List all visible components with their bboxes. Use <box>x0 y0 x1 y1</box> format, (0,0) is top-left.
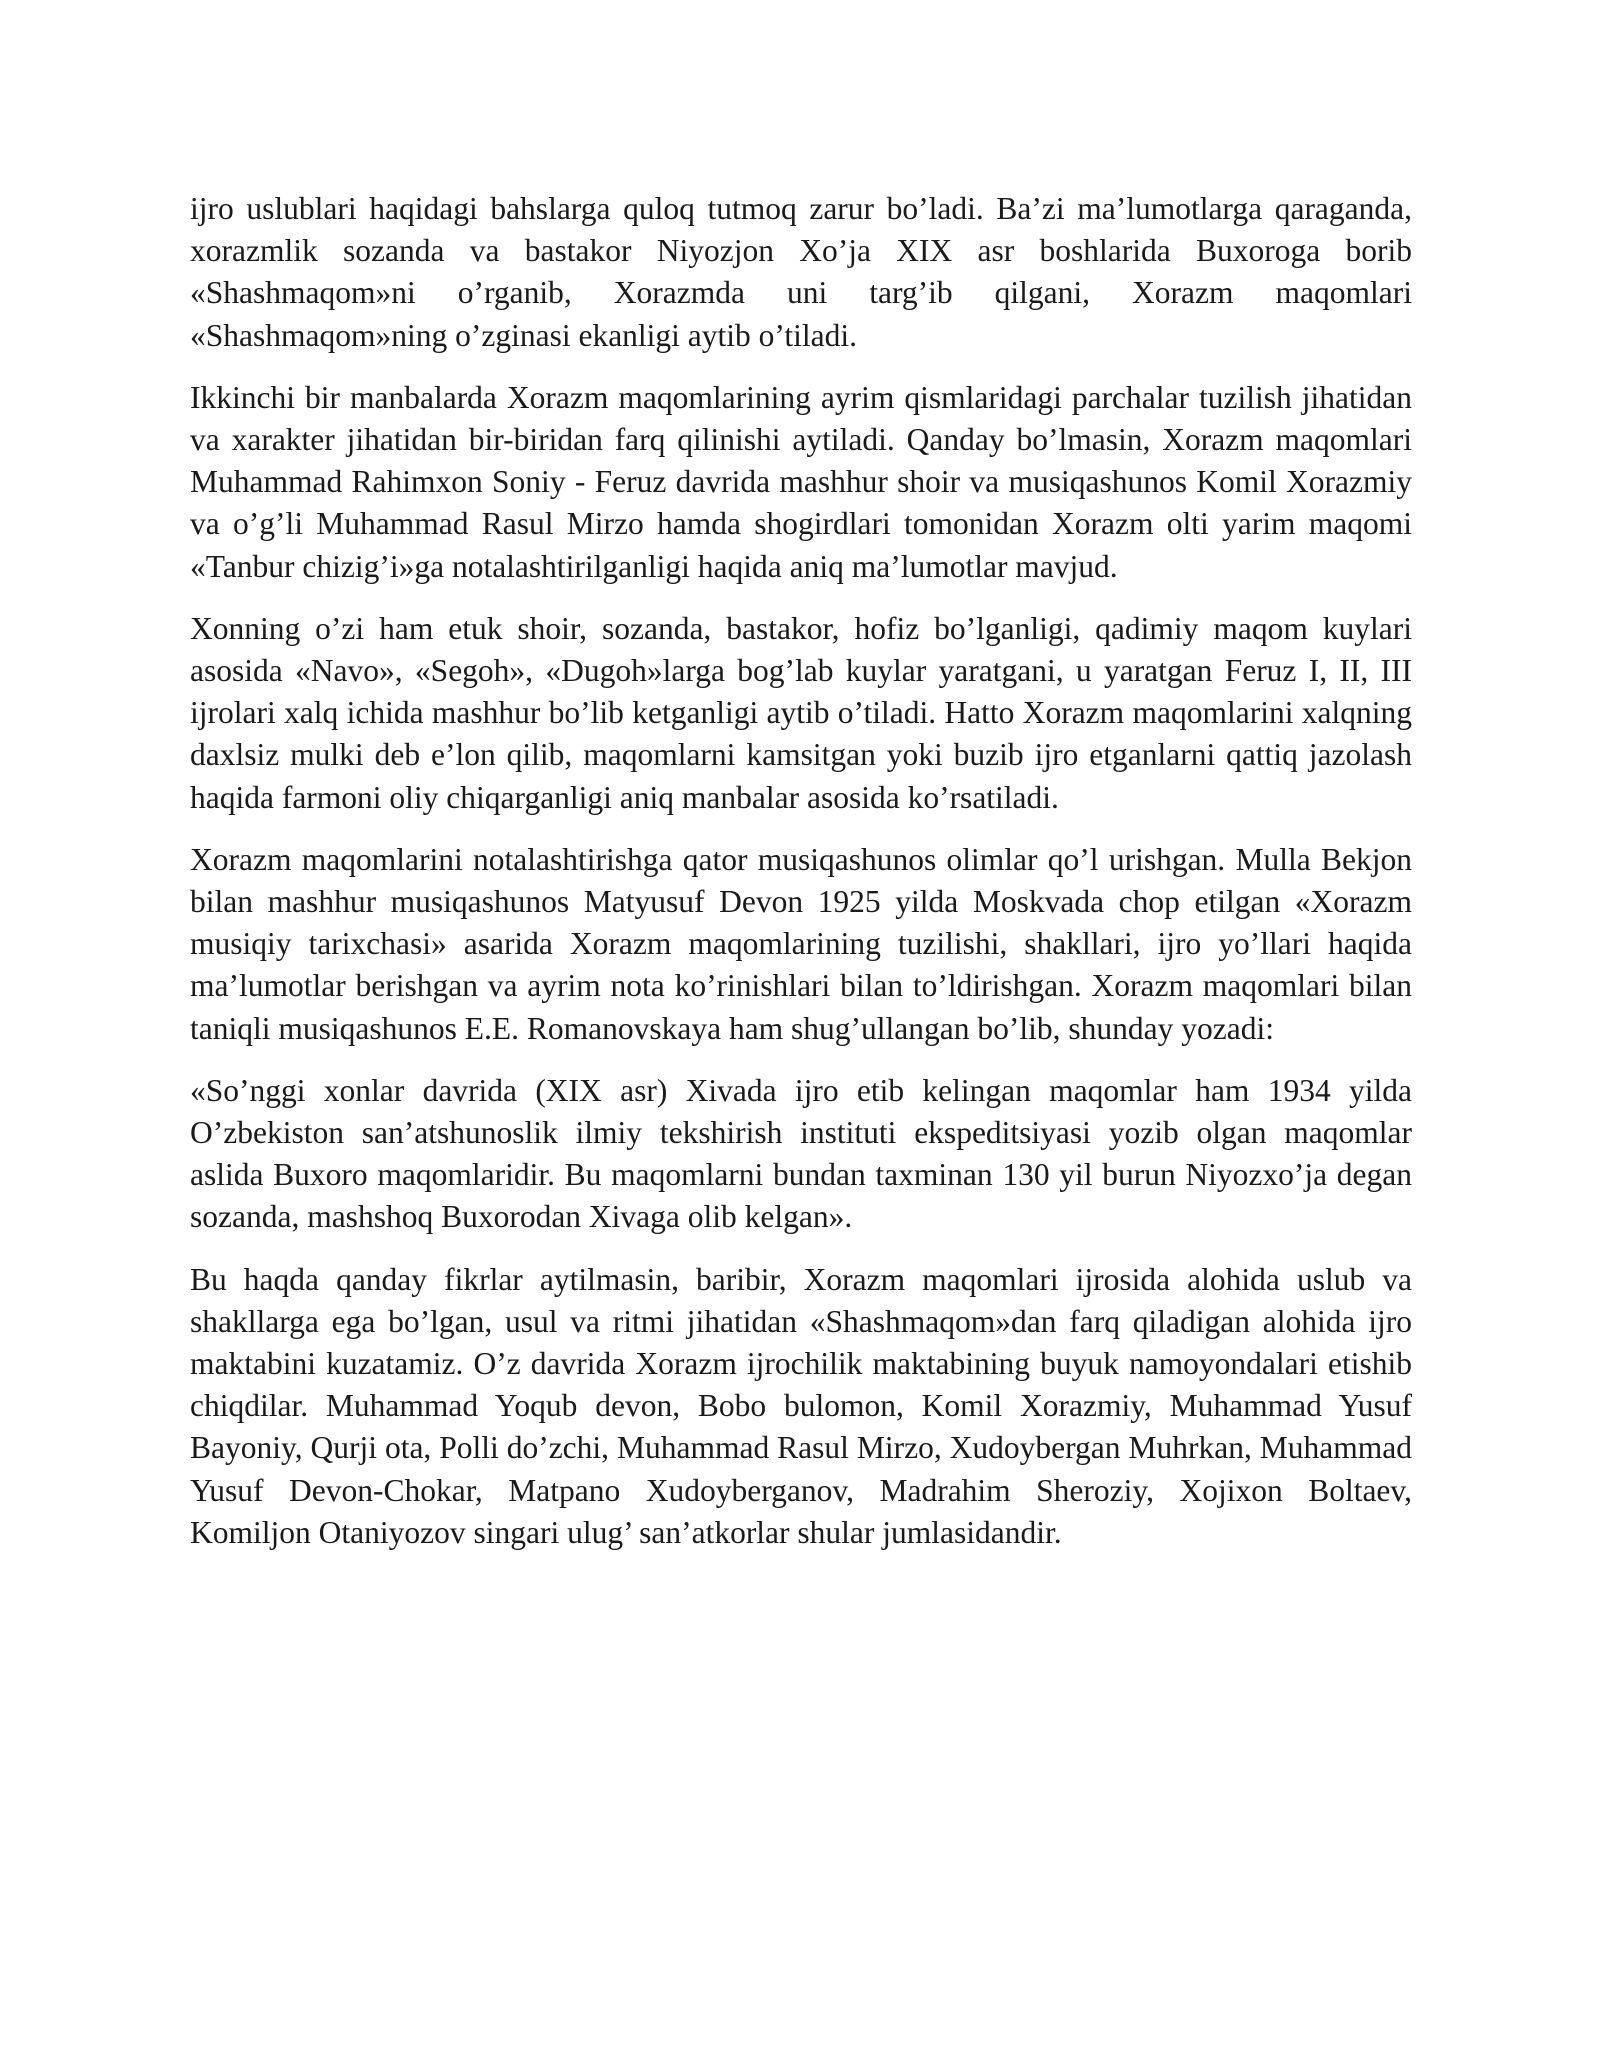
paragraph: Bu haqda qanday fikrlar aytilmasin, baribir, Xorazm maqomlari ijrosida alohida uslub va shakllarga ega bo’lgan, usul va ritmi jihatidan «Shashmaqom»dan farq qiladigan alohida ijro maktabini kuzatamiz. O’z davrida Xorazm ijrochilik maktabining buyuk namoyondalari etishib chiqdilar. Muhammad Yoqub devon, Bobo bulomon, Komil Xorazmiy, Muhammad Yusuf Bayoniy, Qurji ota, Polli do’zchi, Muhammad Rasul Mirzo, Xudoybergan Muhrkan, Muhammad Yusuf Devon-Chokar, Matpano Xudoyberganov, Madrahim Sheroziy, Xojixon Boltaev, Komiljon Otaniyozov singari ulug’ san’atkorlar shular jumlasidandir. <box>190 1261 1412 1550</box>
paragraph: ijro uslublari haqidagi bahslarga quloq tutmoq zarur bo’ladi. Ba’zi ma’lumotlarga qaraganda, xorazmlik sozanda va bastakor Niyozjon Xo’ja XIX asr boshlarida Buxoroga borib «Shashmaqom»ni o’rganib, Xorazmda uni targ’ib qilgani, Xorazm maqomlari «Shashmaqom»ning o’zginasi ekanligi aytib o’tiladi. <box>190 191 1412 353</box>
paragraph: Ikkinchi bir manbalarda Xorazm maqomlarining ayrim qismlaridagi parchalar tuzilish jihatidan va xarakter jihatidan bir-biridan farq qilinishi aytiladi. Qanday bo’lmasin, Xorazm maqomlari Muhammad Rahimxon Soniy - Feruz davrida mashhur shoir va musiqashunos Komil Xorazmiy va o’g’li Muhammad Rasul Mirzo hamda shogirdlari tomonidan Xorazm olti yarim maqomi «Tanbur chizig’i»ga notalashtirilganligi haqida aniq ma’lumotlar mavjud. <box>190 379 1412 584</box>
paragraph: Xorazm maqomlarini notalashtirishga qator musiqashunos olimlar qo’l urishgan. Mulla Bekjon bilan mashhur musiqashunos Matyusuf Devon 1925 yilda Moskvada chop etilgan «Xorazm musiqiy tarixchasi» asarida Xorazm maqomlarining tuzilishi, shakllari, ijro yo’llari haqida ma’lumotlar berishgan va ayrim nota ko’rinishlari bilan to’ldirishgan. Xorazm maqomlari bilan taniqli musiqashunos E.E. Romanovskaya ham shug’ullangan bo’lib, shunday yozadi: <box>190 841 1412 1046</box>
paragraph: Xonning o’zi ham etuk shoir, sozanda, bastakor, hofiz bo’lganligi, qadimiy maqom kuylari asosida «Navo», «Segoh», «Dugoh»larga bog’lab kuylar yaratgani, u yaratgan Feruz I, II, III ijrolari xalq ichida mashhur bo’lib ketganligi aytib o’tiladi. Hatto Xorazm maqomlarini xalqning daxlsiz mulki deb e’lon qilib, maqomlarni kamsitgan yoki buzib ijro etganlarni qattiq jazolash haqida farmoni oliy chiqarganligi aniq manbalar asosida ko’rsatiladi. <box>190 610 1412 815</box>
document-page <box>190 188 1412 1574</box>
paragraph: «So’nggi xonlar davrida (XIX asr) Xivada ijro etib kelingan maqomlar ham 1934 yilda O’zbekiston san’atshunoslik ilmiy tekshirish instituti ekspeditsiyasi yozib olgan maqomlar aslida Buxoro maqomlaridir. Bu maqomlarni bundan taxminan 130 yil burun Niyozxo’ja degan sozanda, mashshoq Buxorodan Xivaga olib kelgan». <box>190 1072 1412 1235</box>
